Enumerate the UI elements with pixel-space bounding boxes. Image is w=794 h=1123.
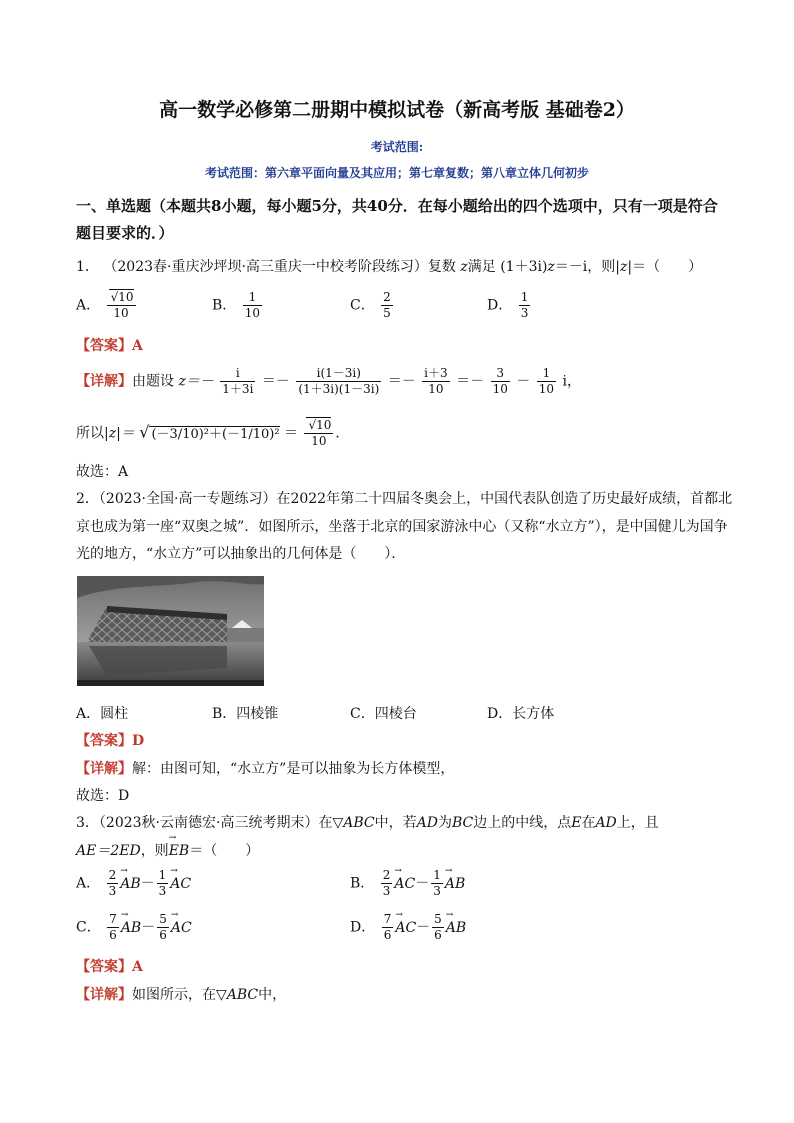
- q3-line-2: AE＝2ED，则→ EB＝（ ）: [76, 840, 259, 860]
- q2-line-2: 京也成为第一座“双奥之城”．如图所示，坐落于北京的国家游泳中心（又称“水立方”），是中国健儿为国争: [76, 519, 728, 535]
- detail-step: z＝－: [178, 373, 214, 390]
- page-title: 高一数学必修第二册期中模拟试卷（新高考版 基础卷2）: [159, 99, 635, 121]
- option-label: B．: [212, 297, 237, 314]
- sqrt-expression: (－3/10)²＋(－1/10)²: [151, 426, 280, 442]
- equals: ＝－: [456, 373, 485, 390]
- so-text: 所以: [76, 425, 104, 442]
- q2-option-b[interactable]: B．四棱锥: [212, 706, 279, 722]
- option-label: C．: [350, 297, 375, 314]
- fraction: $\frac{√10}{10}$: [304, 418, 333, 449]
- fraction: $\frac{i(1-3i)}{(1+3i)(1-3i)}$: [298, 366, 380, 396]
- q1-answer: 【答案】A: [76, 338, 143, 354]
- q3-detail: 【详解】如图所示，在▽ABC中，: [76, 987, 287, 1003]
- fraction: $\frac{3}{10}$: [492, 366, 508, 396]
- q2-detail: [76, 758, 454, 778]
- q1-option-c[interactable]: [350, 290, 395, 321]
- fraction: $\frac{1}{10}$: [538, 366, 555, 396]
- option-label: D．: [487, 297, 513, 314]
- water-cube-photo: [77, 576, 264, 686]
- q1-eq-lhs: (1＋3i): [500, 259, 548, 275]
- q1-choose: 故选：A: [76, 464, 129, 480]
- so-abs: |z|＝: [104, 425, 135, 442]
- q1-detail: 【详解】由题设 z＝－ $\frac{i}{1+3i}$ ＝－ $\frac{i(1-3i)}{(1+3i)(1-3i)}$ ＝－ $\frac{i+3}{10}$ ＝－ $\frac{3}{10}$ － $\frac{1}{10}$ i，: [76, 366, 581, 396]
- q1-option-a[interactable]: [76, 290, 138, 321]
- detail-label: 【详解】: [76, 987, 132, 1003]
- q1-source: （2023春·重庆沙坪坝·高三重庆一中校考阶段练习）复数: [103, 259, 456, 275]
- q1-stem: [76, 256, 702, 276]
- detail-text: 由题设: [132, 373, 174, 390]
- q2-choose: 故选：D: [76, 788, 130, 804]
- q3-option-c[interactable]: C． $\frac{7}{6}$ → AB－ $\frac{5}{6}$ → AC: [76, 912, 192, 943]
- q1-modulus: 所以|z|＝ √ (－3/10)²＋(－1/10)² ＝ $\frac{√10}{10}$ ．: [76, 418, 350, 448]
- q3-answer: 【答案】A: [76, 959, 143, 975]
- detail-label: 【详解】: [76, 373, 132, 390]
- option-fraction: $\frac{1}{10}$: [244, 290, 261, 320]
- option-fraction: $\frac{1}{3}$: [520, 290, 529, 320]
- q2-option-d[interactable]: D．长方体: [487, 706, 555, 722]
- detail-text: 解：由图可知，“水立方”是可以抽象为长方体模型，: [132, 761, 455, 777]
- equals: ＝－: [387, 373, 416, 390]
- q2-line-3: 光的地方，“水立方”可以抽象出的几何体是（ ）．: [76, 546, 406, 562]
- q1-abs: |z|: [615, 259, 633, 275]
- q2-option-c[interactable]: C．四棱台: [350, 706, 417, 722]
- equals: ＝－: [261, 373, 290, 390]
- q1-option-b[interactable]: [212, 290, 264, 321]
- q1-var: z: [460, 259, 468, 275]
- section-heading: 一、单选题（本题共8小题，每小题5分，共40分．在每小题给出的四个选项中，只有一项是符合题目要求的．）: [76, 197, 718, 242]
- q2-answer: 【答案】D: [76, 733, 145, 749]
- q2-option-a[interactable]: A．圆柱: [76, 706, 129, 722]
- fraction: $\frac{i}{1+3i}$: [222, 366, 254, 396]
- detail-label: 【详解】: [76, 761, 132, 777]
- q3-option-b[interactable]: B． $\frac{2}{3}$ → AC－ $\frac{1}{3}$ → AB: [350, 868, 465, 899]
- q1-option-d[interactable]: [487, 290, 532, 321]
- scope-line: 考试范围：第六章平面向量及其应用；第七章复数；第八章立体几何初步: [204, 166, 589, 180]
- q1-number: 1．: [76, 259, 99, 275]
- q3-option-d[interactable]: D． $\frac{7}{6}$ → AC－ $\frac{5}{6}$ → AB: [350, 912, 466, 943]
- q2-line-1: 2．（2023·全国·高一专题练习）在2022年第二十四届冬奥会上，中国代表队创造了历史最好成绩，首都北: [76, 491, 733, 507]
- detail-tail: i，: [562, 373, 581, 390]
- q1-eq-rhs: ＝－i: [554, 259, 588, 275]
- q3-line-1: 3．（2023秋·云南德宏·高三统考期末）在▽ABC中，若AD为BC边上的中线，点E在AD上，且: [76, 815, 659, 831]
- option-label: A．: [76, 297, 101, 314]
- scope-heading: 考试范围:: [370, 140, 424, 154]
- option-fraction: $\frac{2}{5}$: [383, 290, 391, 320]
- q1-text-end: ，则: [587, 259, 616, 275]
- q3-option-a[interactable]: A． $\frac{2}{3}$ → AB－ $\frac{1}{3}$ → AC: [76, 868, 191, 899]
- q1-var2: z: [547, 259, 555, 275]
- fraction: $\frac{i+3}{10}$: [424, 366, 448, 396]
- q1-tail: ＝（ ）: [632, 259, 703, 275]
- q1-text-mid: 满足: [467, 259, 496, 275]
- option-fraction: $\frac{√10}{10}$: [107, 290, 136, 321]
